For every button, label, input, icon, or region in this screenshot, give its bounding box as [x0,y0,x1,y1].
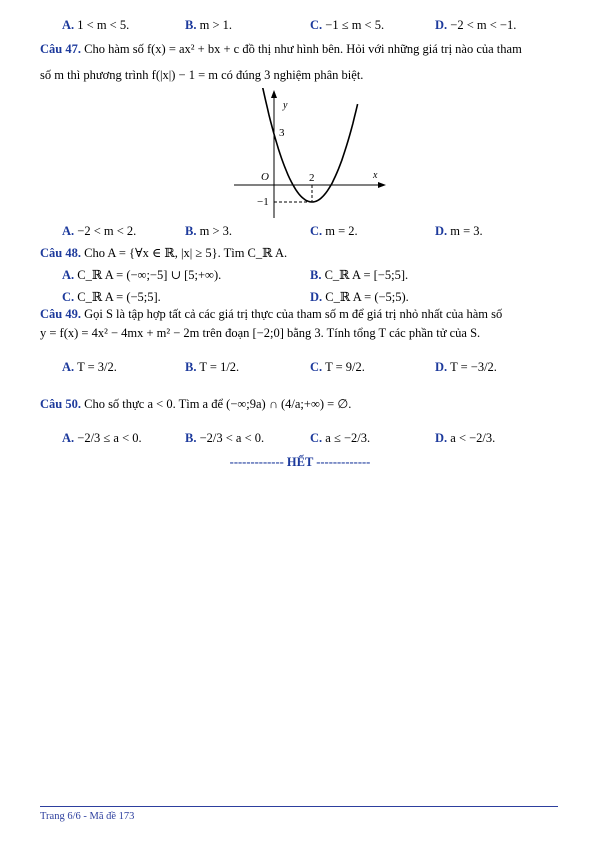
option-label: B. [185,18,197,32]
option-label: D. [435,224,448,238]
question-text: Gọi S là tập hợp tất cả các giá trị thực của tham số m để giá trị nhỏ nhất của hàm số [84,307,503,321]
option-text: T = 3/2. [77,360,117,374]
option-label: A. [62,360,75,374]
end-marker: ------------- HẾT ------------- [229,455,371,469]
option-text: m > 3. [199,224,232,238]
q49-option-a[interactable] [62,360,117,375]
q46-option-d[interactable] [435,18,516,33]
y-axis-label: y [283,100,288,111]
option-label: C. [310,360,323,374]
option-label: D. [435,360,448,374]
tick-label-3: 3 [279,127,285,139]
q49-option-c[interactable] [310,360,365,375]
option-text: 1 < m < 5. [77,18,130,32]
question-text: Cho A = {∀x ∈ ℝ, |x| ≥ 5}. Tìm C_ℝ A. [84,246,288,260]
tick-label-2: 2 [309,172,315,184]
option-label: A. [62,18,75,32]
option-text: T = 9/2. [325,360,365,374]
option-label: D. [435,431,448,445]
option-text: T = −3/2. [450,360,497,374]
question-text: Cho số thực a < 0. Tìm a để (−∞;9a) ∩ (4/a;+∞) = ∅. [84,397,352,411]
option-text: C_ℝ A = (−∞;−5] ∪ [5;+∞). [77,268,222,282]
x-axis-label: x [373,170,378,181]
q49-option-b[interactable] [185,360,239,375]
question-text: Cho hàm số f(x) = ax² + bx + c đồ thị như hình bên. Hỏi với những giá trị nào của tham [84,42,522,56]
option-label: A. [62,268,75,282]
q46-option-a[interactable] [62,18,129,33]
option-text: −2 < m < −1. [450,18,517,32]
option-label: C. [310,18,323,32]
option-text: m = 2. [325,224,358,238]
option-label: C. [310,431,323,445]
q49-line1 [40,307,502,322]
option-text: C_ℝ A = (−5;5]. [77,290,161,304]
option-label: B. [185,360,197,374]
option-label: C. [310,224,323,238]
parabola-graph [228,88,388,220]
footer-page-info: Trang 6/6 - Mã đề 173 [40,811,135,822]
option-label: D. [435,18,448,32]
option-text: m = 3. [450,224,483,238]
tick-label-minus-1: −1 [257,196,269,208]
q48-option-a[interactable] [62,267,221,283]
q50-line [40,396,351,412]
q50-option-c[interactable] [310,431,370,446]
option-text: C_ℝ A = (−5;5). [325,290,409,304]
x-axis-arrow [378,182,386,188]
option-label: C. [62,290,75,304]
option-text: a < −2/3. [450,431,496,445]
question-label: Câu 47. [40,42,81,56]
option-label: A. [62,224,75,238]
option-text: m > 1. [199,18,232,32]
option-label: B. [310,268,322,282]
option-label: B. [185,224,197,238]
q47-option-c[interactable] [310,224,358,239]
question-label: Câu 49. [40,307,81,321]
option-text: C_ℝ A = [−5;5]. [324,268,409,282]
q47-option-a[interactable] [62,224,136,239]
option-text: −2/3 < a < 0. [199,431,265,445]
option-label: B. [185,431,197,445]
q46-option-c[interactable] [310,18,384,33]
option-text: −2/3 ≤ a < 0. [77,431,142,445]
q49-line2: y = f(x) = 4x² − 4mx + m² − 2m trên đoạn [−2;0] bằng 3. Tính tổng T các phần tử của S. [40,326,481,340]
q48-line [40,245,287,261]
y-axis-arrow [271,90,277,98]
origin-label: O [261,171,269,183]
option-label: A. [62,431,75,445]
q47-line2: số m thì phương trình f(|x|) − 1 = m có đúng 3 nghiệm phân biệt. [40,68,364,82]
q47-option-b[interactable] [185,224,232,239]
q50-option-b[interactable] [185,431,264,446]
q48-option-b[interactable] [310,267,408,283]
q50-option-a[interactable] [62,431,142,446]
q48-option-c[interactable] [62,289,161,305]
option-label: D. [310,290,323,304]
q49-option-d[interactable] [435,360,497,375]
option-text: T = 1/2. [199,360,240,374]
q46-option-b[interactable] [185,18,232,33]
q48-option-d[interactable] [310,289,409,305]
question-label: Câu 48. [40,246,81,260]
footer-divider [40,806,558,807]
question-label: Câu 50. [40,397,81,411]
q50-option-d[interactable] [435,431,495,446]
q47-option-d[interactable] [435,224,483,239]
option-text: −2 < m < 2. [77,224,137,238]
option-text: −1 ≤ m < 5. [325,18,385,32]
q47-line1 [40,42,522,57]
option-text: a ≤ −2/3. [325,431,371,445]
